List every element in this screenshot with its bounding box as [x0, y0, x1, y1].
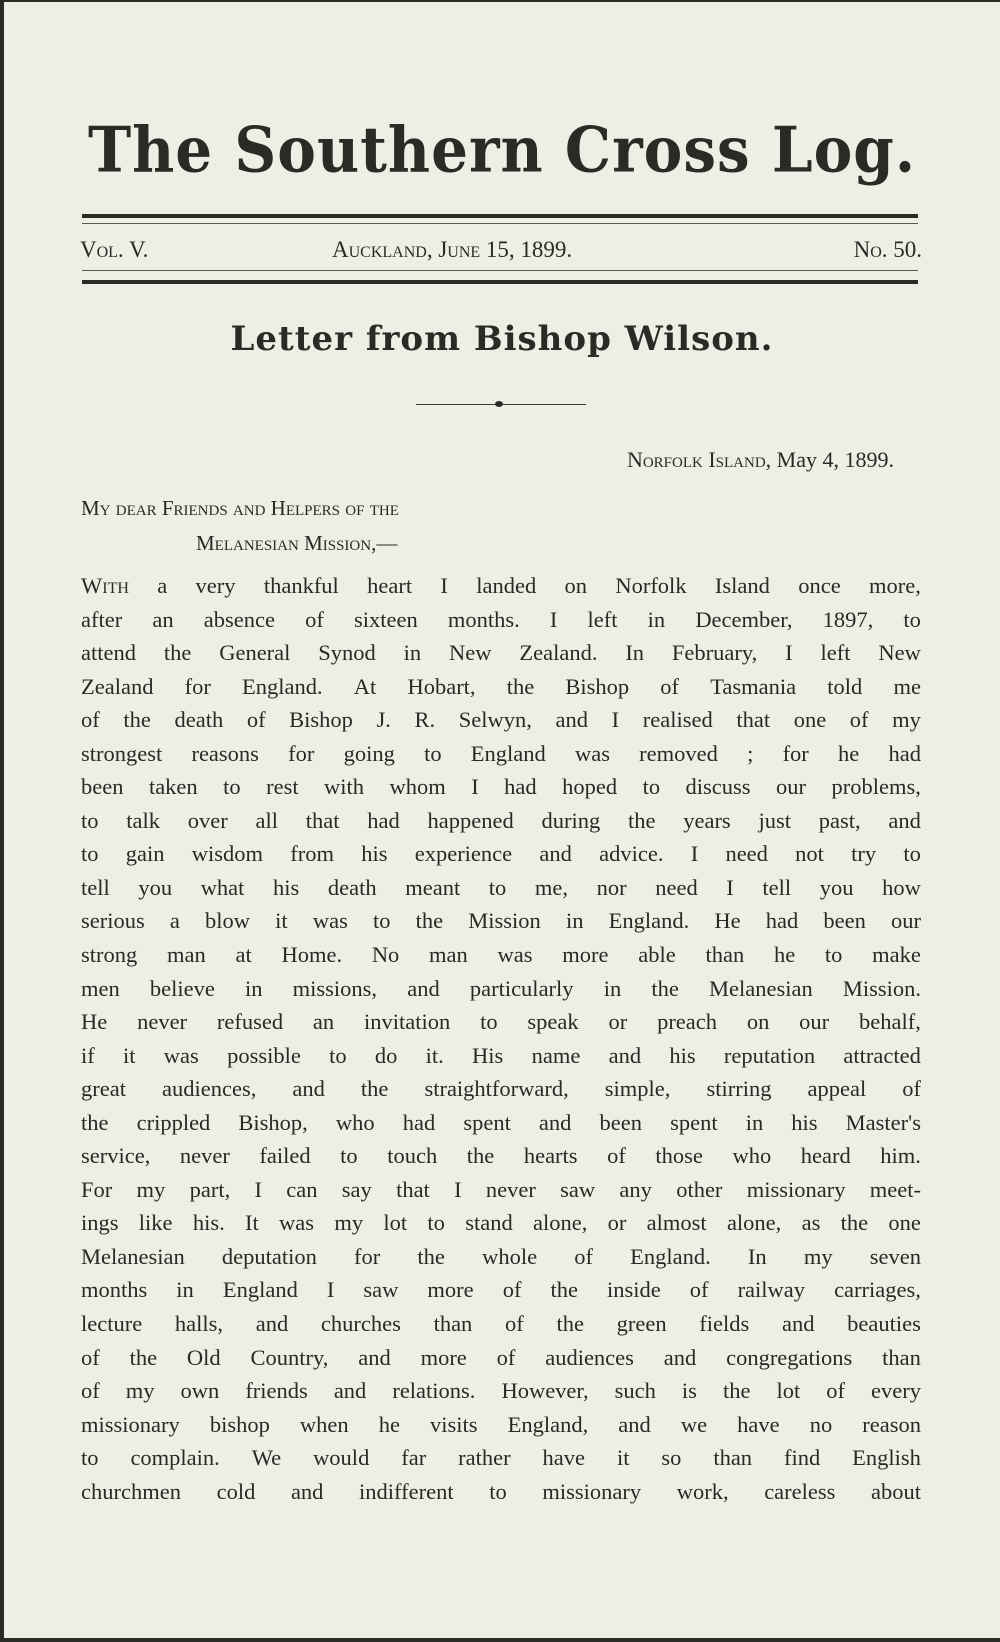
dateline-place: Norfolk Island,: [626, 447, 772, 472]
body-line: attend the General Synod in New Zealand. In February, I left New: [81, 640, 921, 666]
masthead-rule-thin-bottom: [82, 270, 918, 271]
letter-dateline: [627, 445, 894, 475]
body-line: Zealand for England. At Hobart, the Bishop of Tasmania told me: [81, 673, 921, 699]
ornament-diamond: [495, 401, 503, 407]
body-line: months in England I saw more of the inside of railway carriages,: [81, 1277, 921, 1303]
salutation-line: My dear Friends and Helpers of the: [81, 496, 399, 520]
body-line: churchmen cold and indifferent to missionary work, careless about: [81, 1478, 921, 1504]
body-line: ings like his. It was my lot to stand alone, or almost alone, as the one: [81, 1210, 921, 1236]
masthead-title: The Southern Cross Log.: [87, 113, 917, 187]
body-line: lecture halls, and churches than of the green fields and beauties: [81, 1311, 921, 1337]
body-line: serious a blow it was to the Mission in England. He had been our: [81, 908, 921, 934]
body-line: strong man at Home. No man was more able than he to make: [81, 942, 921, 968]
body-line: Melanesian deputation for the whole of England. In my seven: [81, 1243, 921, 1269]
masthead-rule-thick-top: [82, 214, 918, 218]
body-line: after an absence of sixteen months. I left in December, 1897, to: [81, 606, 921, 632]
document-page: [4, 2, 1000, 1638]
masthead-rule-thin-top: [82, 223, 918, 224]
article-title: Letter from Bishop Wilson.: [230, 319, 774, 359]
body-line: With a very thankful heart I landed on Norfolk Island once more,: [81, 573, 921, 598]
body-line: of the Old Country, and more of audiences and congregations than: [81, 1344, 921, 1370]
body-line: to complain. We would far rather have it so than find English: [81, 1445, 921, 1471]
body-line: men believe in missions, and particularly in the Melanesian Mission.: [81, 975, 921, 1001]
issue-number: No. 50.: [853, 237, 922, 262]
body-line: great audiences, and the straightforward, simple, stirring appeal of: [81, 1076, 921, 1102]
body-line: of my own friends and relations. However, such is the lot of every: [81, 1378, 921, 1404]
issue-volume: Vol. V.: [80, 237, 149, 262]
letter-body: [81, 569, 921, 1508]
body-line: He never refused an invitation to speak or preach on our behalf,: [81, 1009, 921, 1035]
body-line: to talk over all that had happened during the years just past, and: [81, 807, 921, 833]
body-line: of the death of Bishop J. R. Selwyn, and I realised that one of my: [81, 707, 921, 733]
body-line: missionary bishop when he visits England, and we have no reason: [81, 1411, 921, 1437]
body-line: tell you what his death meant to me, nor need I tell you how: [81, 874, 921, 900]
letter-salutation: [81, 491, 399, 561]
body-line: the crippled Bishop, who had spent and been spent in his Master's: [81, 1109, 921, 1135]
ornament-divider-icon: [416, 400, 586, 410]
body-line: service, never failed to touch the hearts of those who heard him.: [81, 1143, 921, 1169]
body-line: to gain wisdom from his experience and advice. I need not try to: [81, 841, 921, 867]
body-line: For my part, I can say that I never saw any other missionary meet-: [81, 1176, 921, 1202]
salutation-line: Melanesian Mission,—: [196, 531, 398, 555]
dateline-date: May 4, 1899.: [776, 447, 894, 472]
body-line: if it was possible to do it. His name and his reputation attracted: [81, 1042, 921, 1068]
issue-info-line: [80, 234, 922, 266]
body-line: strongest reasons for going to England was removed ; for he had: [81, 740, 921, 766]
issue-place-date: Auckland, June 15, 1899.: [332, 237, 573, 262]
body-line: been taken to rest with whom I had hoped to discuss our problems,: [81, 774, 921, 800]
masthead-rule-thick-bottom: [82, 280, 918, 284]
